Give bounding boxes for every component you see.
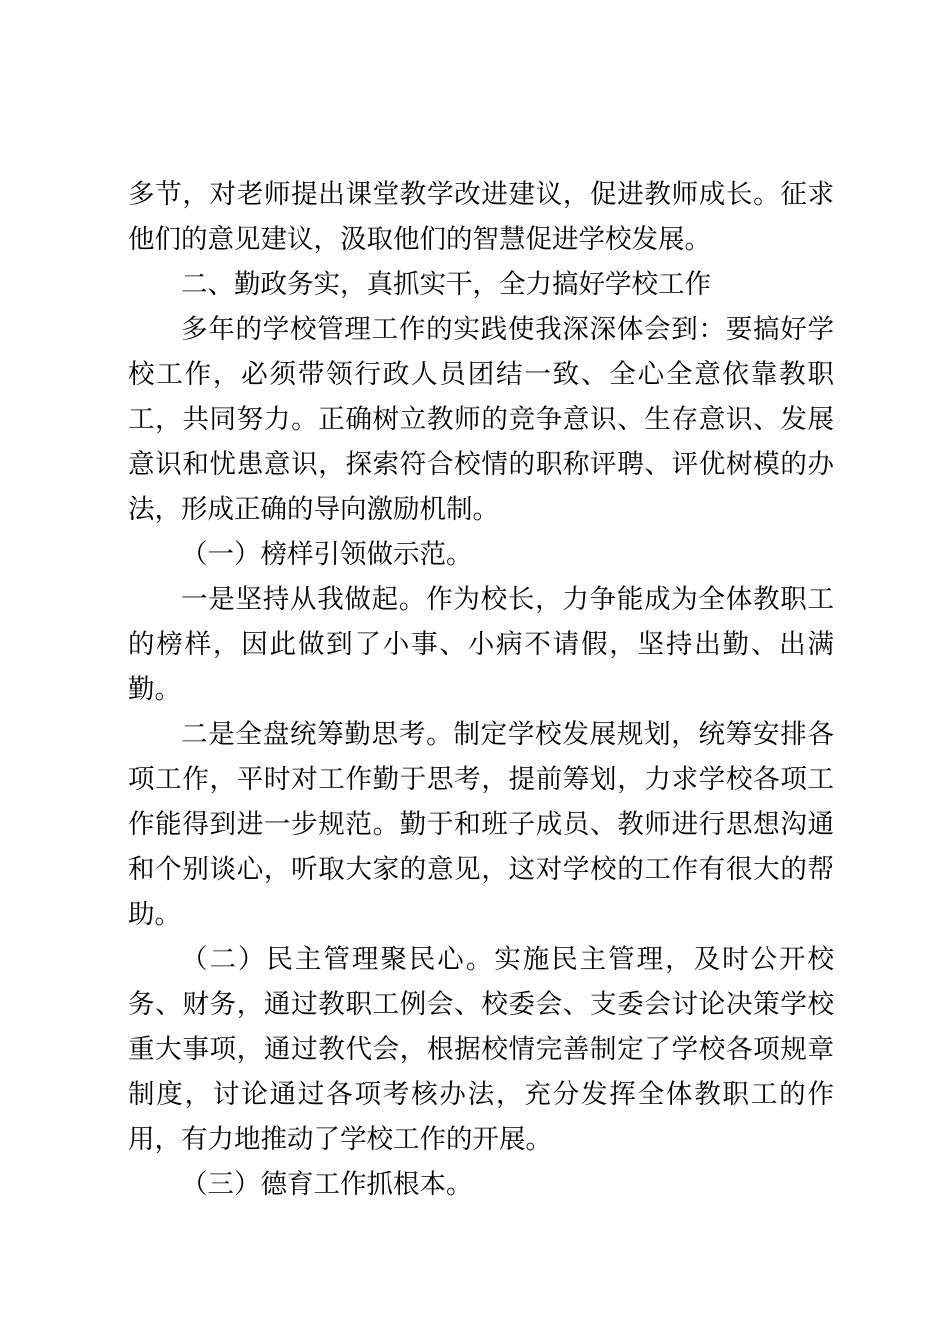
paragraph-democratic-management: （二）民主管理聚民心。实施民主管理，及时公开校务、财务，通过教职工例会、校委会、支委会讨论决策学校重大事项，通过教代会，根据校情完善制定了学校各项规章制度，讨论通过各项考核办法，充分发挥全体教职工的作用，有力地推动了学校工作的开展。 (128, 944, 834, 1155)
subheading-3: （三）德育工作抓根本。 (181, 1169, 473, 1200)
document-body (128, 172, 834, 1207)
paragraph-lead-by-example: 一是坚持从我做起。作为校长，力争能成为全体教职工的榜样，因此做到了小事、小病不请假，坚持出勤、出满勤。 (128, 584, 834, 705)
paragraph-continuation: 多节，对老师提出课堂教学改进建议，促进教师成长。征求他们的意见建议，汲取他们的智慧促进学校发展。 (128, 179, 834, 255)
section-heading-2: 二、勤政务实，真抓实干，全力搞好学校工作 (181, 269, 711, 300)
paragraph-management-practice: 多年的学校管理工作的实践使我深深体会到：要搞好学校工作，必须带领行政人员团结一致、全心全意依靠教职工，共同努力。正确树立教师的竞争意识、生存意识、发展意识和忧患意识，探索符合校情的职称评聘、评优树模的办法，形成正确的导向激励机制。 (128, 314, 834, 525)
paragraph-overall-planning: 二是全盘统筹勤思考。制定学校发展规划，统筹安排各项工作，平时对工作勤于思考，提前筹划，力求学校各项工作能得到进一步规范。勤于和班子成员、教师进行思想沟通和个别谈心，听取大家的意见，这对学校的工作有很大的帮助。 (128, 719, 834, 930)
subheading-1: （一）榜样引领做示范。 (181, 539, 473, 570)
